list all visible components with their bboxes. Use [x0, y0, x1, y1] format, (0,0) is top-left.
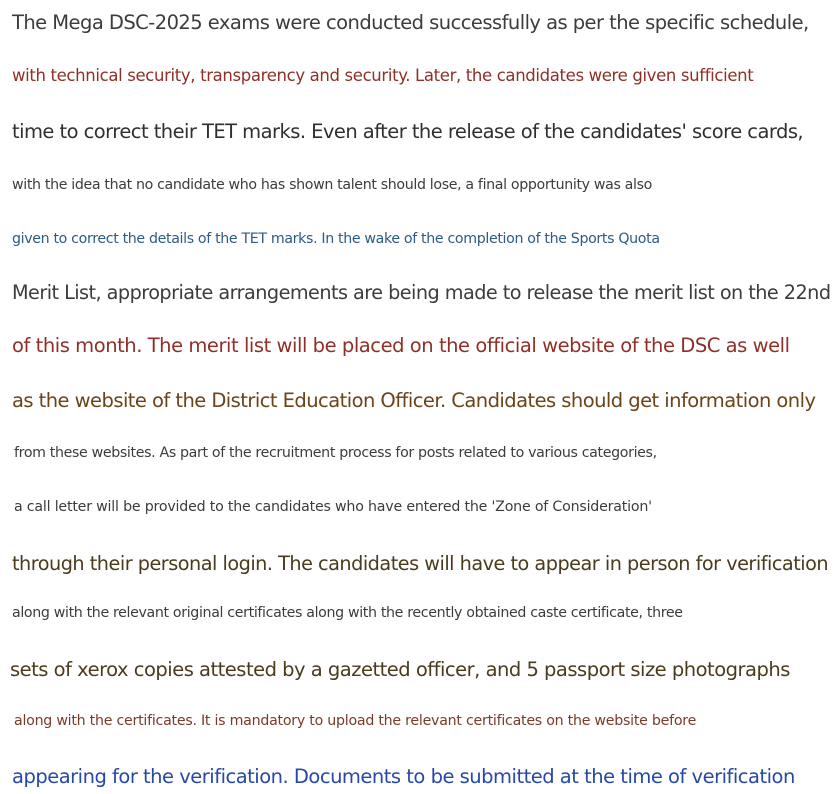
text-line-8: as the website of the District Education Officer. Candidates should get information only — [12, 389, 816, 412]
text-line-15: appearing for the verification. Documents to be submitted at the time of verification — [12, 765, 795, 788]
text-line-12: along with the relevant original certificates along with the recently obtained caste certificate, three — [12, 605, 683, 621]
text-line-1: The Mega DSC-2025 exams were conducted successfully as per the specific schedule, — [12, 11, 809, 34]
text-line-9: from these websites. As part of the recruitment process for posts related to various categories, — [14, 445, 657, 461]
text-line-4: with the idea that no candidate who has shown talent should lose, a final opportunity was also — [12, 177, 652, 193]
text-line-2: with technical security, transparency and security. Later, the candidates were given sufficient — [12, 66, 754, 85]
text-line-6: Merit List, appropriate arrangements are being made to release the merit list on the 22nd — [12, 281, 831, 304]
text-line-5: given to correct the details of the TET marks. In the wake of the completion of the Sports Quota — [12, 231, 660, 247]
text-line-7: of this month. The merit list will be placed on the official website of the DSC as well — [12, 334, 790, 357]
text-line-14: along with the certificates. It is mandatory to upload the relevant certificates on the website before — [14, 713, 697, 729]
text-line-3: time to correct their TET marks. Even after the release of the candidates' score cards, — [12, 120, 804, 143]
text-line-11: through their personal login. The candidates will have to appear in person for verification — [12, 552, 829, 575]
text-line-10: a call letter will be provided to the candidates who have entered the 'Zone of Consideration' — [14, 499, 652, 515]
text-line-13: sets of xerox copies attested by a gazetted officer, and 5 passport size photographs — [10, 658, 790, 681]
